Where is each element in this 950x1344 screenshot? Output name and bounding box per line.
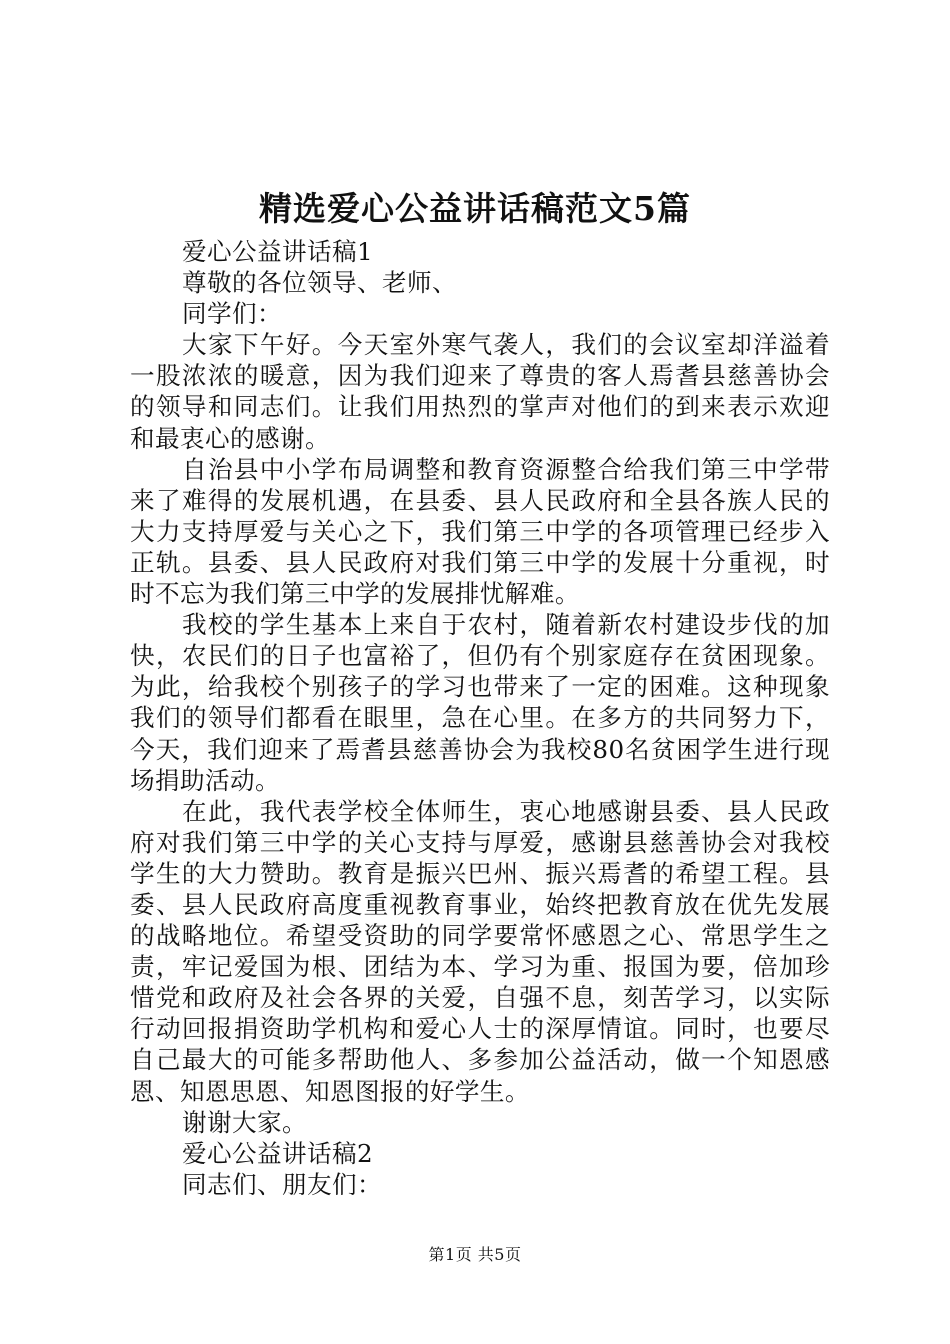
paragraph (130, 236, 830, 267)
paragraph-line: 的战略地位。希望受资助的同学要常怀感恩之心、常思学生之 (130, 921, 830, 951)
paragraph-line: 为此，给我校个别孩子的学习也带来了一定的困难。这种现象 (130, 672, 830, 702)
paragraph-line: 在此，我代表学校全体师生，衷心地感谢县委、县人民政 (182, 796, 830, 826)
paragraph (130, 796, 830, 1107)
paragraph (130, 1107, 830, 1138)
paragraph-line: 今天，我们迎来了焉耆县慈善协会为我校80名贫困学生进行现 (130, 734, 830, 764)
paragraph-line: 责，牢记爱国为根、团结为本、学习为重、报国为要，倍加珍 (130, 952, 830, 982)
paragraph-line: 恩、知恩思恩、知恩图报的好学生。 (130, 1076, 530, 1106)
paragraph-line: 惜党和政府及社会各界的关爱，自强不息，刻苦学习，以实际 (130, 983, 830, 1013)
paragraph-line: 行动回报捐资助学机构和爱心人士的深厚情谊。同时，也要尽 (130, 1014, 830, 1044)
paragraph-line: 同志们、朋友们： (182, 1169, 382, 1199)
paragraph-line: 我校的学生基本上来自于农村，随着新农村建设步伐的加 (182, 610, 830, 640)
paragraph-line: 自治县中小学布局调整和教育资源整合给我们第三中学带 (182, 454, 830, 484)
paragraph (130, 609, 830, 796)
paragraph-line: 爱心公益讲话稿2 (182, 1138, 374, 1168)
paragraph-line: 一股浓浓的暖意，因为我们迎来了尊贵的客人焉耆县慈善协会 (130, 361, 830, 391)
paragraph-line: 委、县人民政府高度重视教育事业，始终把教育放在优先发展 (130, 889, 830, 919)
paragraph-line: 同学们： (182, 299, 282, 329)
paragraph-line: 正轨。县委、县人民政府对我们第三中学的发展十分重视，时 (130, 547, 830, 577)
paragraph (130, 1138, 830, 1169)
paragraph-line: 学生的大力赞助。教育是振兴巴州、振兴焉耆的希望工程。县 (130, 858, 830, 888)
paragraph (130, 1169, 830, 1200)
paragraph-line: 自己最大的可能多帮助他人、多参加公益活动，做一个知恩感 (130, 1045, 830, 1075)
paragraph-line: 和最衷心的感谢。 (130, 423, 330, 453)
paragraph-line: 来了难得的发展机遇，在县委、县人民政府和全县各族人民的 (130, 485, 830, 515)
paragraph (130, 267, 830, 298)
paragraph-line: 场捐助活动。 (130, 765, 280, 795)
paragraph (130, 454, 830, 609)
paragraph-line: 尊敬的各位领导、老师、 (182, 268, 457, 298)
paragraph-line: 时不忘为我们第三中学的发展排忧解难。 (130, 579, 580, 609)
paragraph (130, 329, 830, 453)
paragraph-line: 我们的领导们都看在眼里，急在心里。在多方的共同努力下， (130, 703, 830, 733)
document-body (130, 236, 830, 1200)
paragraph-line: 爱心公益讲话稿1 (182, 237, 374, 266)
paragraph-line: 府对我们第三中学的关心支持与厚爱，感谢县慈善协会对我校 (130, 827, 830, 857)
document-title: 精选爱心公益讲话稿范文5篇 (259, 189, 691, 228)
paragraph-line: 快，农民们的日子也富裕了，但仍有个别家庭存在贫困现象。 (130, 641, 830, 671)
paragraph (130, 298, 830, 329)
page-footer: 第1页 共5页 (428, 1245, 522, 1264)
paragraph-line: 大力支持厚爱与关心之下，我们第三中学的各项管理已经步入 (130, 516, 830, 546)
paragraph-line: 大家下午好。今天室外寒气袭人，我们的会议室却洋溢着 (182, 330, 830, 360)
paragraph-line: 的领导和同志们。让我们用热烈的掌声对他们的到来表示欢迎 (130, 392, 830, 422)
paragraph-line: 谢谢大家。 (182, 1107, 307, 1137)
